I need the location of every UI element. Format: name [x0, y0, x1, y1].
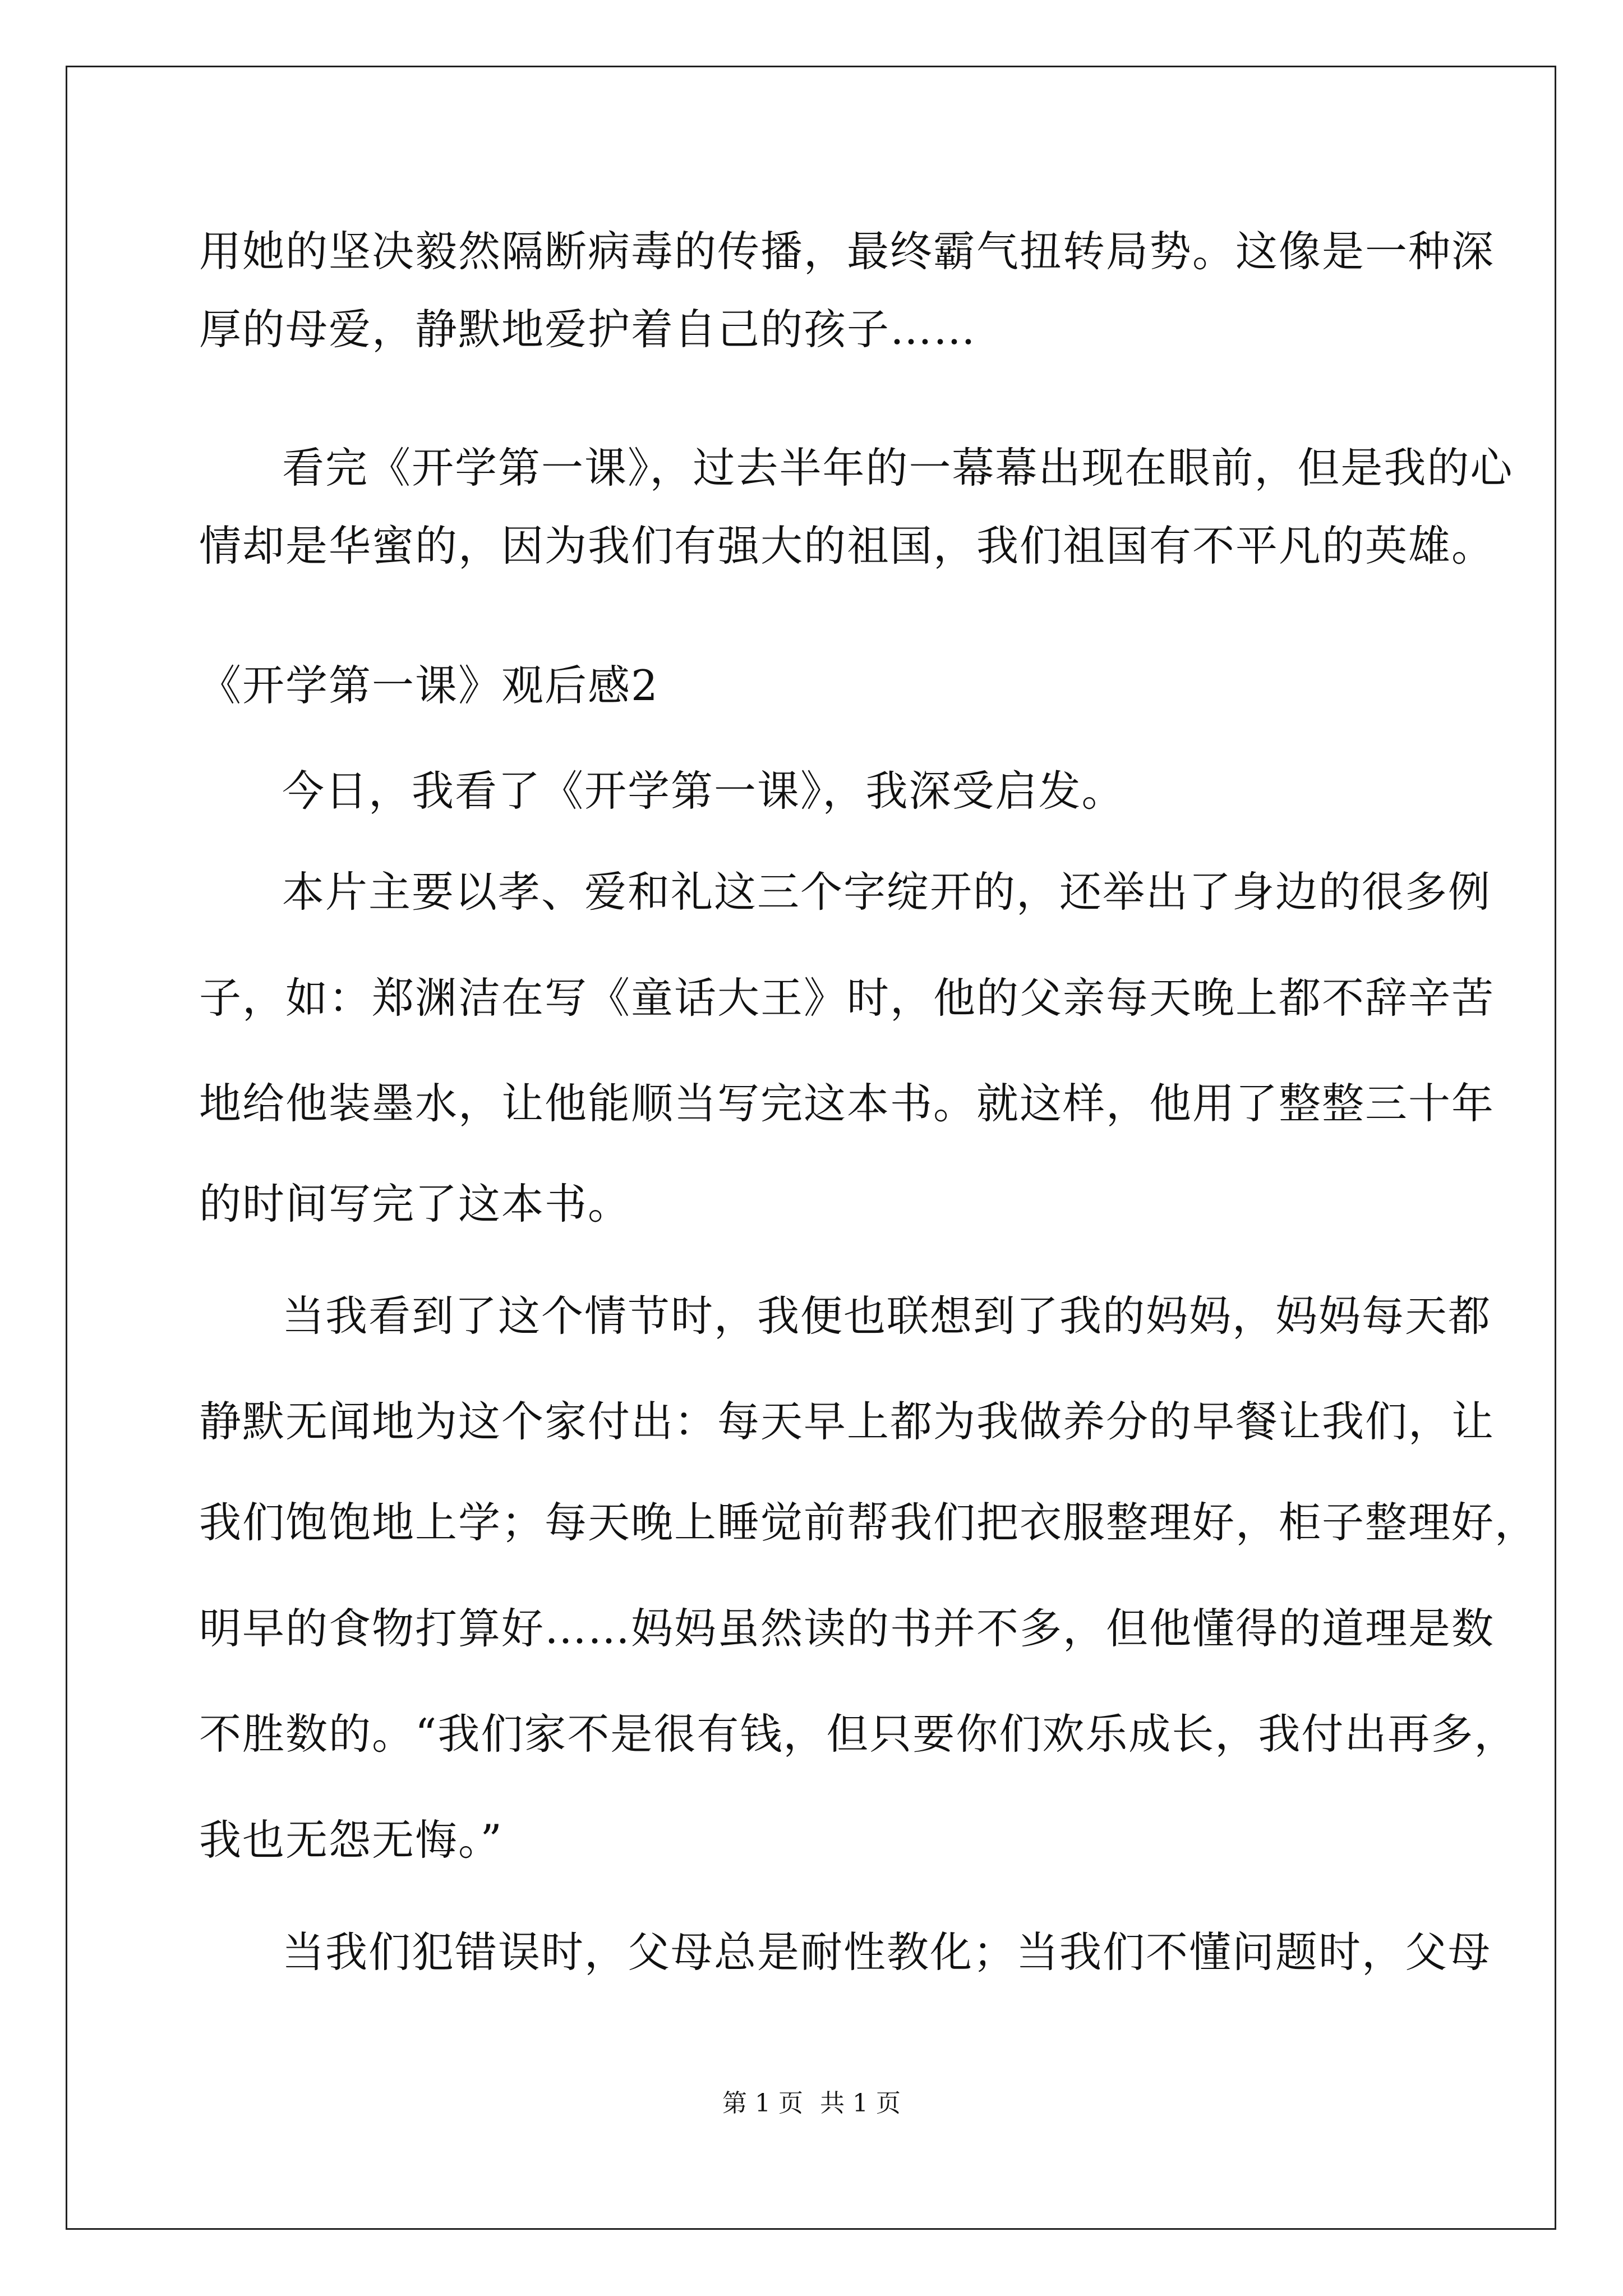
page-total: 共 1 页: [820, 2089, 901, 2118]
paragraph-first-line: 本片主要以孝、爱和礼这三个字绽开的，还举出了身边的很多例: [282, 867, 1492, 917]
page-number: 第 1 页: [722, 2089, 803, 2118]
text-line: 不胜数的。“我们家不是很有钱，但只要你们欢乐成长，我付出再多，: [199, 1709, 1518, 1759]
text-line: 地给他装墨水，让他能顺当写完这本书。就这样，他用了整整三十年: [199, 1079, 1495, 1128]
text-line: 用她的坚决毅然隔断病毒的传播，最终霸气扭转局势。这像是一种深: [199, 227, 1495, 276]
text-line: 的时间写完了这本书。: [199, 1179, 631, 1228]
paragraph-first-line: 当我们犯错误时，父母总是耐性教化；当我们不懂问题时，父母: [282, 1927, 1492, 1977]
text-line: 明早的食物打算好……妈妈虽然读的书并不多，但他懂得的道理是数: [199, 1604, 1495, 1653]
paragraph-first-line: 看完《开学第一课》，过去半年的一幕幕出现在眼前，但是我的心: [282, 443, 1514, 493]
text-line: 我们饱饱地上学；每天晚上睡觉前帮我们把衣服整理好，柜子整理好，: [199, 1498, 1538, 1547]
paragraph-first-line: 当我看到了这个情节时，我便也联想到了我的妈妈，妈妈每天都: [282, 1291, 1492, 1341]
page-border: [66, 66, 1556, 2230]
text-line: 我也无怨无悔。”: [199, 1815, 503, 1865]
page-footer: [0, 2087, 1623, 2120]
text-line: 情却是华蜜的，因为我们有强大的祖国，我们祖国有不平凡的英雄。: [199, 521, 1495, 570]
section-heading: 《开学第一课》观后感2: [199, 661, 659, 710]
text-line: 静默无闻地为这个家付出：每天早上都为我做养分的早餐让我们，让: [199, 1397, 1495, 1446]
paragraph-first-line: 今日，我看了《开学第一课》，我深受启发。: [282, 766, 1125, 816]
text-line: 子，如：郑渊洁在写《童话大王》时，他的父亲每天晚上都不辞辛苦: [199, 973, 1495, 1023]
text-line: 厚的母爱，静默地爱护着自己的孩子……: [199, 305, 977, 354]
